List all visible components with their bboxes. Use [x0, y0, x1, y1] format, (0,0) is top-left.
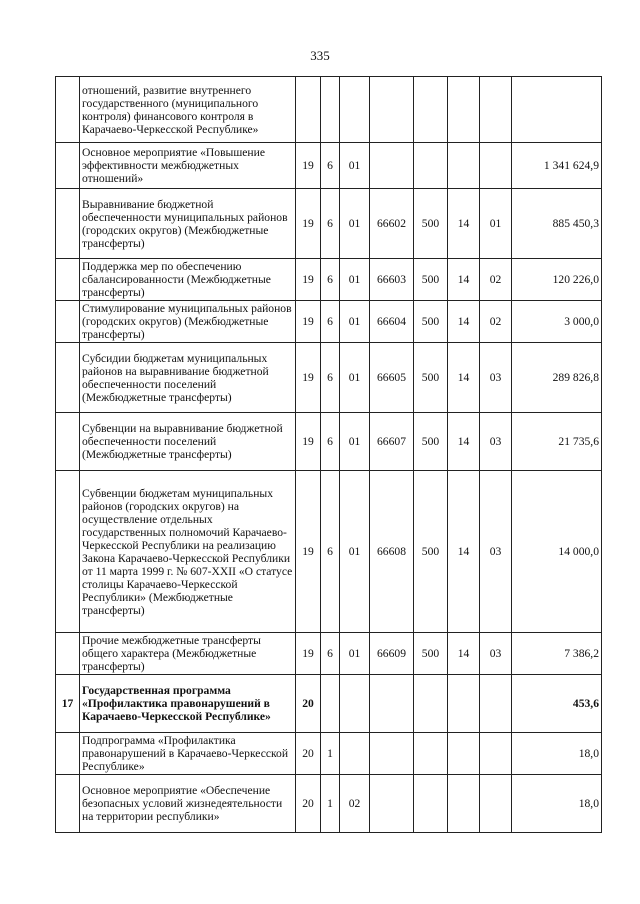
row-name-cell: Основное мероприятие «Обеспечение безопасных условий жизнедеятельности на территории республики» — [80, 775, 296, 833]
code-cell — [448, 143, 480, 189]
code-cell: 500 — [414, 413, 448, 471]
code-cell: 500 — [414, 343, 448, 413]
code-cell: 03 — [480, 633, 512, 675]
code-cell: 6 — [321, 143, 340, 189]
code-cell: 01 — [480, 189, 512, 259]
code-cell — [448, 77, 480, 143]
sum-cell: 18,0 — [512, 775, 602, 833]
code-cell: 20 — [296, 675, 321, 733]
code-cell — [321, 675, 340, 733]
code-cell — [448, 675, 480, 733]
code-cell — [480, 775, 512, 833]
row-name-cell: Стимулирование муниципальных районов (городских округов) (Межбюджетные трансферты) — [80, 301, 296, 343]
row-name-cell: Поддержка мер по обеспечению сбалансированности (Межбюджетные трансферты) — [80, 259, 296, 301]
row-name-cell: Субвенции бюджетам муниципальных районов (городских округов) на осуществление отдельных государственных полномочий Карачаево-Черкесской Республики на реализацию Закона Карачаево-Черкесской Республики от 11 марта 1999 г. № 607-XXII «О статусе столицы Карачаево-Черкесской Республики» (Межбюджетные трансферты) — [80, 471, 296, 633]
code-cell — [448, 775, 480, 833]
row-name-cell: Государственная программа «Профилактика правонарушений в Карачаево-Черкесской Республике» — [80, 675, 296, 733]
row-number-cell — [56, 77, 80, 143]
code-cell: 6 — [321, 413, 340, 471]
row-number-cell — [56, 471, 80, 633]
code-cell — [480, 675, 512, 733]
sum-cell: 289 826,8 — [512, 343, 602, 413]
sum-cell: 7 386,2 — [512, 633, 602, 675]
code-cell: 6 — [321, 343, 340, 413]
budget-table — [55, 76, 602, 833]
row-name-cell: Субвенции на выравнивание бюджетной обеспеченности поселений (Межбюджетные трансферты) — [80, 413, 296, 471]
code-cell: 66603 — [370, 259, 414, 301]
sum-cell: 885 450,3 — [512, 189, 602, 259]
code-cell: 66605 — [370, 343, 414, 413]
table-row — [56, 633, 602, 675]
row-number-cell — [56, 733, 80, 775]
code-cell — [480, 77, 512, 143]
table-row — [56, 189, 602, 259]
code-cell — [414, 733, 448, 775]
table-row — [56, 413, 602, 471]
table-row — [56, 77, 602, 143]
row-name-cell: Подпрограмма «Профилактика правонарушений в Карачаево-Черкесской Республике» — [80, 733, 296, 775]
code-cell: 19 — [296, 471, 321, 633]
sum-cell: 14 000,0 — [512, 471, 602, 633]
code-cell: 6 — [321, 301, 340, 343]
code-cell — [340, 733, 370, 775]
row-number-cell — [56, 343, 80, 413]
row-number-cell: 17 — [56, 675, 80, 733]
code-cell — [370, 675, 414, 733]
code-cell: 20 — [296, 733, 321, 775]
code-cell: 01 — [340, 471, 370, 633]
code-cell: 03 — [480, 413, 512, 471]
row-name-cell: Выравнивание бюджетной обеспеченности муниципальных районов (городских округов) (Межбюджетные трансферты) — [80, 189, 296, 259]
code-cell — [296, 77, 321, 143]
row-number-cell — [56, 301, 80, 343]
code-cell: 19 — [296, 633, 321, 675]
code-cell: 66608 — [370, 471, 414, 633]
code-cell — [414, 775, 448, 833]
code-cell: 19 — [296, 143, 321, 189]
table-row — [56, 471, 602, 633]
code-cell: 500 — [414, 633, 448, 675]
code-cell — [340, 77, 370, 143]
row-number-cell — [56, 633, 80, 675]
code-cell — [370, 733, 414, 775]
code-cell: 19 — [296, 343, 321, 413]
code-cell: 1 — [321, 775, 340, 833]
table-row — [56, 259, 602, 301]
code-cell — [414, 675, 448, 733]
code-cell: 03 — [480, 343, 512, 413]
code-cell: 14 — [448, 471, 480, 633]
code-cell — [414, 143, 448, 189]
code-cell: 02 — [340, 775, 370, 833]
code-cell: 6 — [321, 259, 340, 301]
code-cell: 1 — [321, 733, 340, 775]
code-cell: 01 — [340, 189, 370, 259]
row-name-cell: отношений, развитие внутреннего государственного (муниципального контроля) финансового контроля в Карачаево-Черкесской Республике» — [80, 77, 296, 143]
code-cell — [448, 733, 480, 775]
sum-cell: 453,6 — [512, 675, 602, 733]
sum-cell: 1 341 624,9 — [512, 143, 602, 189]
code-cell — [370, 775, 414, 833]
row-number-cell — [56, 413, 80, 471]
code-cell: 20 — [296, 775, 321, 833]
code-cell: 14 — [448, 189, 480, 259]
code-cell: 14 — [448, 633, 480, 675]
code-cell: 6 — [321, 189, 340, 259]
code-cell — [321, 77, 340, 143]
code-cell: 66609 — [370, 633, 414, 675]
code-cell — [480, 733, 512, 775]
code-cell: 14 — [448, 413, 480, 471]
code-cell: 14 — [448, 343, 480, 413]
code-cell: 500 — [414, 189, 448, 259]
code-cell: 19 — [296, 189, 321, 259]
sum-cell — [512, 77, 602, 143]
table-row — [56, 775, 602, 833]
table-row — [56, 301, 602, 343]
table-row — [56, 733, 602, 775]
code-cell: 19 — [296, 413, 321, 471]
code-cell: 500 — [414, 301, 448, 343]
sum-cell: 21 735,6 — [512, 413, 602, 471]
row-number-cell — [56, 143, 80, 189]
row-name-cell: Субсидии бюджетам муниципальных районов на выравнивание бюджетной обеспеченности поселений (Межбюджетные трансферты) — [80, 343, 296, 413]
code-cell: 14 — [448, 301, 480, 343]
code-cell: 66604 — [370, 301, 414, 343]
code-cell: 66607 — [370, 413, 414, 471]
code-cell: 01 — [340, 143, 370, 189]
code-cell: 19 — [296, 301, 321, 343]
code-cell: 66602 — [370, 189, 414, 259]
code-cell: 03 — [480, 471, 512, 633]
code-cell: 14 — [448, 259, 480, 301]
row-number-cell — [56, 189, 80, 259]
row-number-cell — [56, 775, 80, 833]
code-cell: 01 — [340, 259, 370, 301]
code-cell — [340, 675, 370, 733]
sum-cell: 18,0 — [512, 733, 602, 775]
page-number: 335 — [310, 48, 330, 63]
row-name-cell: Прочие межбюджетные трансферты общего характера (Межбюджетные трансферты) — [80, 633, 296, 675]
code-cell: 500 — [414, 259, 448, 301]
sum-cell: 120 226,0 — [512, 259, 602, 301]
code-cell: 02 — [480, 301, 512, 343]
code-cell: 02 — [480, 259, 512, 301]
code-cell: 500 — [414, 471, 448, 633]
code-cell: 01 — [340, 301, 370, 343]
code-cell — [414, 77, 448, 143]
row-name-cell: Основное мероприятие «Повышение эффективности межбюджетных отношений» — [80, 143, 296, 189]
table-row — [56, 343, 602, 413]
sum-cell: 3 000,0 — [512, 301, 602, 343]
row-number-cell — [56, 259, 80, 301]
code-cell: 01 — [340, 633, 370, 675]
table-row — [56, 675, 602, 733]
table-row — [56, 143, 602, 189]
code-cell: 01 — [340, 413, 370, 471]
code-cell — [370, 77, 414, 143]
code-cell — [370, 143, 414, 189]
code-cell: 6 — [321, 633, 340, 675]
code-cell: 01 — [340, 343, 370, 413]
code-cell: 19 — [296, 259, 321, 301]
code-cell — [480, 143, 512, 189]
code-cell: 6 — [321, 471, 340, 633]
